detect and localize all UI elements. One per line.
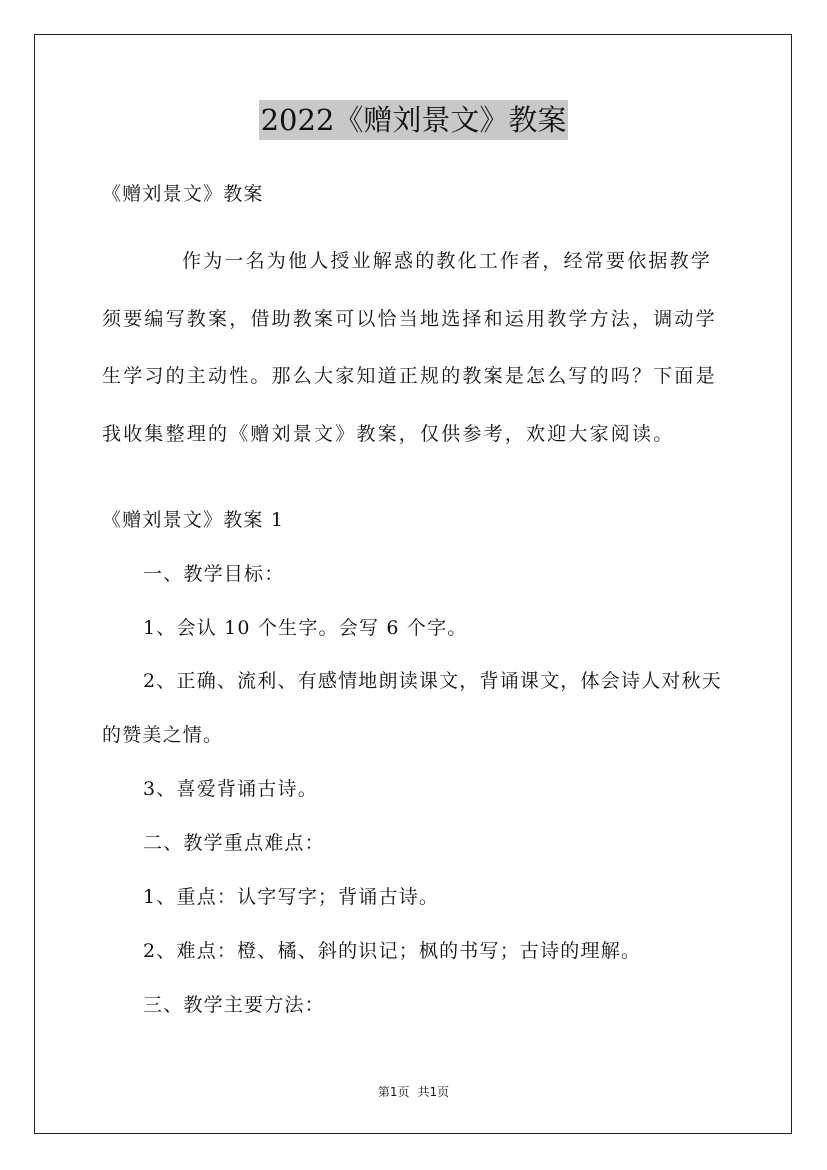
objective-item-3: 3、喜爱背诵古诗。: [143, 778, 318, 800]
objective-item-2-continued: 的赞美之情。: [102, 724, 224, 746]
methods-heading: 三、教学主要方法：: [143, 994, 325, 1016]
document-title: 2022《赠刘景文》教案: [259, 100, 569, 140]
title-container: [0, 100, 827, 140]
document-subtitle: 《赠刘景文》教案: [102, 183, 264, 205]
page-total: 共1页: [417, 1085, 450, 1099]
page-number: 第1页: [377, 1085, 410, 1099]
objectives-heading: 一、教学目标：: [143, 563, 285, 585]
intro-paragraph: 作为一名为他人授业解惑的教化工作者，经常要依据教学须要编写教案，借助教案可以恰当地选择和运用教学方法，调动学生学习的主动性。那么大家知道正规的教案是怎么写的吗？下面是我收集整理的《赠刘景文》教案，仅供参考，欢迎大家阅读。: [102, 250, 717, 445]
objective-item-1: 1、会认 10 个生字。会写 6 个字。: [143, 617, 468, 639]
key-point-item-2: 2、难点：橙、橘、斜的识记；枫的书写；古诗的理解。: [143, 940, 642, 962]
key-points-heading: 二、教学重点难点：: [143, 832, 325, 854]
section-heading: 《赠刘景文》教案 1: [102, 509, 285, 531]
objective-item-2: 2、正确、流利、有感情地朗读课文，背诵课文，体会诗人对秋天: [143, 670, 722, 692]
page-footer: [0, 1083, 827, 1101]
key-point-item-1: 1、重点：认字写字；背诵古诗。: [143, 886, 440, 908]
